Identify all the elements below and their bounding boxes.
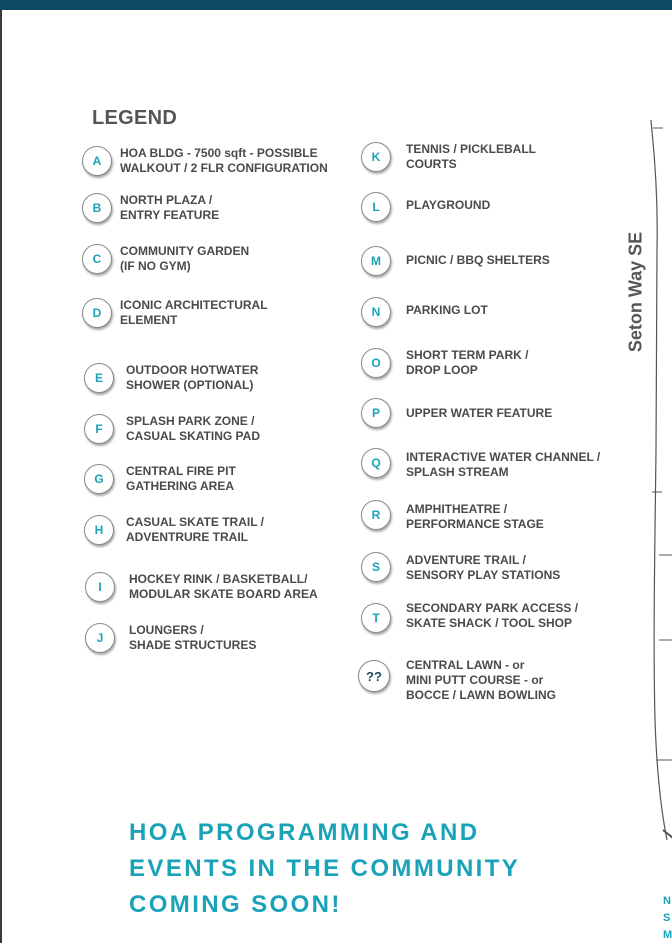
header-bar <box>0 0 672 10</box>
legend-label: INTERACTIVE WATER CHANNEL / SPLASH STREAM <box>406 450 601 479</box>
legend-badge: T <box>361 603 391 633</box>
legend-label: NORTH PLAZA / ENTRY FEATURE <box>120 193 220 222</box>
legend-badge: R <box>361 500 391 530</box>
legend-label: SPLASH PARK ZONE / CASUAL SKATING PAD <box>126 414 261 443</box>
legend-label: ICONIC ARCHITECTURAL ELEMENT <box>120 298 268 327</box>
legend-label: HOCKEY RINK / BASKETBALL/ MODULAR SKATE BOARD AREA <box>129 572 318 601</box>
corner-letters: N S M <box>663 895 672 941</box>
legend-label: CENTRAL FIRE PIT GATHERING AREA <box>126 464 236 493</box>
page-border <box>0 10 2 943</box>
legend-badge: O <box>361 348 391 378</box>
legend-title: LEGEND <box>92 107 178 129</box>
legend-badge: D <box>82 298 112 328</box>
legend-badge: P <box>361 398 391 428</box>
legend-badge: H <box>84 515 114 545</box>
legend-label: UPPER WATER FEATURE <box>406 406 553 420</box>
legend-badge: S <box>361 552 391 582</box>
legend-badge: G <box>84 464 114 494</box>
legend-badge: L <box>361 192 391 222</box>
legend-label: OUTDOOR HOTWATER SHOWER (OPTIONAL) <box>126 363 259 392</box>
legend-label: PICNIC / BBQ SHELTERS <box>406 253 550 267</box>
legend-label: SECONDARY PARK ACCESS / SKATE SHACK / TOOL SHOP <box>406 601 579 630</box>
legend-label: PLAYGROUND <box>406 198 491 212</box>
legend-label: PARKING LOT <box>406 303 488 317</box>
street-label: Seton Way SE <box>625 231 646 353</box>
legend-label: LOUNGERS / SHADE STRUCTURES <box>129 623 257 652</box>
legend-label: HOA BLDG - 7500 sqft - POSSIBLE WALKOUT / 2 FLR CONFIGURATION <box>120 146 328 175</box>
legend-badge: B <box>82 193 112 223</box>
legend-label: TENNIS / PICKLEBALL COURTS <box>406 142 537 171</box>
legend-badge: A <box>82 146 112 176</box>
legend-label: CASUAL SKATE TRAIL / ADVENTRURE TRAIL <box>126 515 265 544</box>
legend-badge: E <box>84 363 114 393</box>
legend-badge: Q <box>361 448 391 478</box>
promo-heading: HOA PROGRAMMING AND EVENTS IN THE COMMUNITY COMING SOON! <box>129 819 521 918</box>
legend-badge: N <box>361 297 391 327</box>
legend-label: CENTRAL LAWN - or MINI PUTT COURSE - or BOCCE / LAWN BOWLING <box>406 658 556 702</box>
legend-badge: M <box>361 246 391 276</box>
legend-badge: C <box>82 244 112 274</box>
legend-label: AMPHITHEATRE / PERFORMANCE STAGE <box>406 502 544 531</box>
legend-badge: F <box>84 414 114 444</box>
legend-badge: I <box>85 572 115 602</box>
legend-label: COMMUNITY GARDEN (IF NO GYM) <box>120 244 250 273</box>
legend-badge: ?? <box>358 660 390 692</box>
legend-badge: K <box>361 142 391 172</box>
legend-badge: J <box>85 623 115 653</box>
legend-label: ADVENTURE TRAIL / SENSORY PLAY STATIONS <box>406 553 561 582</box>
legend-label: SHORT TERM PARK / DROP LOOP <box>406 348 529 377</box>
